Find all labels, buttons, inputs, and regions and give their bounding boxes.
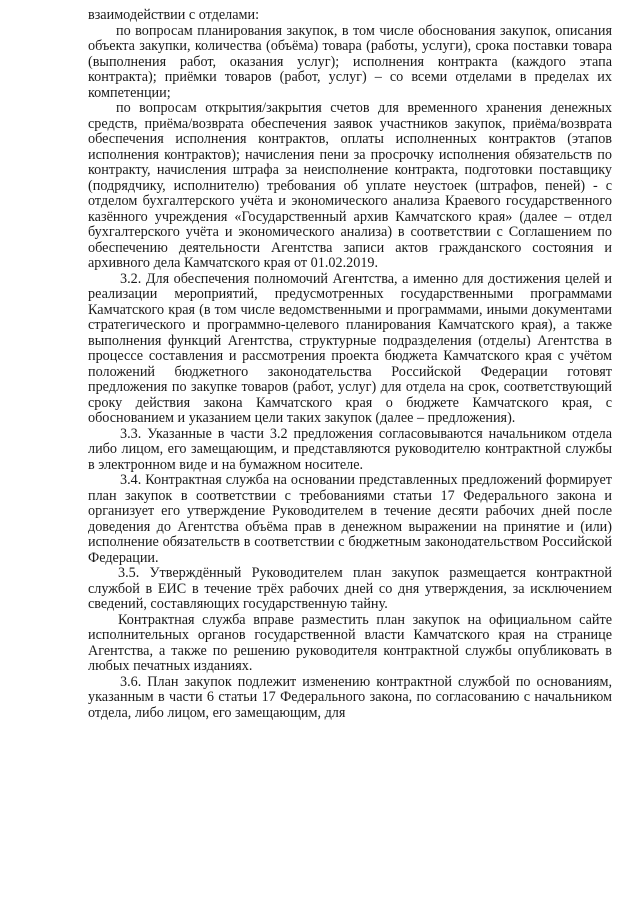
paragraph-3-4: 3.4. Контрактная служба на основании представленных предложений формирует план закупок в соответствии с требованиями статьи 17 Федерального закона и организует его утверждение Руководителем в течение десяти рабочих дней после доведения до Агентства объёма прав в денежном выражении на принятие и (или) исполнение обязательств в соответствии с бюджетным законодательством Российской Федерации. xyxy=(88,472,612,566)
paragraph-planning-questions: по вопросам планирования закупок, в том числе обоснования закупок, описания объекта закупки, количества (объёма) товара (работы, услуги), срока поставки товара (выполнения работ, оказания услуг); исполнения контракта (каждого этапа контракта); приёмки товаров (работ, услуг) – со всеми отделами в пределах их компетенции; xyxy=(88,22,612,101)
paragraph-3-5: 3.5. Утверждённый Руководителем план закупок размещается контрактной службой в ЕИС в течение трёх рабочих дней со дня утверждения, за исключением сведений, составляющих государственную тайну. xyxy=(88,565,612,612)
paragraph-accounts-questions: по вопросам открытия/закрытия счетов для временного хранения денежных средств, приёма/возврата обеспечения заявок участников закупок, приёма/возврата обеспечения исполнения контрактов, оплаты исполненных контрактов (этапов исполнения контрактов); начисления пени за просрочку исполнения обязательств по контракту, начисления штрафа за неисполнение контракта, подготовки поставщику (подрядчику, исполнителю) требования об уплате неустоек (штрафов, пеней) - с отделом бухгалтерского учёта и экономического анализа Краевого государственного казённого учреждения «Государственный архив Камчатского края» (далее – отдел бухгалтерского учёта и экономического анализа) в соответствии с Соглашением по обеспечению деятельности Агентства записи актов гражданского состояния и архивного дела Камчатского края от 01.02.2019. xyxy=(88,100,612,271)
paragraph-intro: взаимодействии с отделами: xyxy=(88,7,260,23)
paragraph-3-6: 3.6. План закупок подлежит изменению контрактной службой по основаниям, указанным в части 6 статьи 17 Федерального закона, по согласованию с начальником отдела, либо лицом, его замещающим, для xyxy=(88,673,612,721)
paragraph-publication: Контрактная служба вправе разместить план закупок на официальном сайте исполнительных органов государственной власти Камчатского края на странице Агентства, а также по решению руководителя контрактной службы опубликовать в любых печатных изданиях. xyxy=(88,611,612,674)
paragraph-3-2: 3.2. Для обеспечения полномочий Агентства, а именно для достижения целей и реализации мероприятий, предусмотренных государственными программами Камчатского края (в том числе ведомственными и программами, иными документами стратегического и программно-целевого планирования Камчатского края), а также выполнения функций Агентства, структурные подразделения (отделы) Агентства в процессе составления и рассмотрения проекта бюджета Камчатского края с учётом положений бюджетного законодательства Российской Федерации готовят предложения по закупке товаров (работ, услуг) для отдела на срок, соответствующий сроку действия закона Камчатского края о бюджете Камчатского края, с обоснованием и указанием цели таких закупок (далее – предложения). xyxy=(88,270,612,426)
paragraph-3-3: 3.3. Указанные в части 3.2 предложения согласовываются начальником отдела либо лицом, его замещающим, и представляются руководителю контрактной службы в электронном виде и на бумажном носителе. xyxy=(88,425,612,473)
